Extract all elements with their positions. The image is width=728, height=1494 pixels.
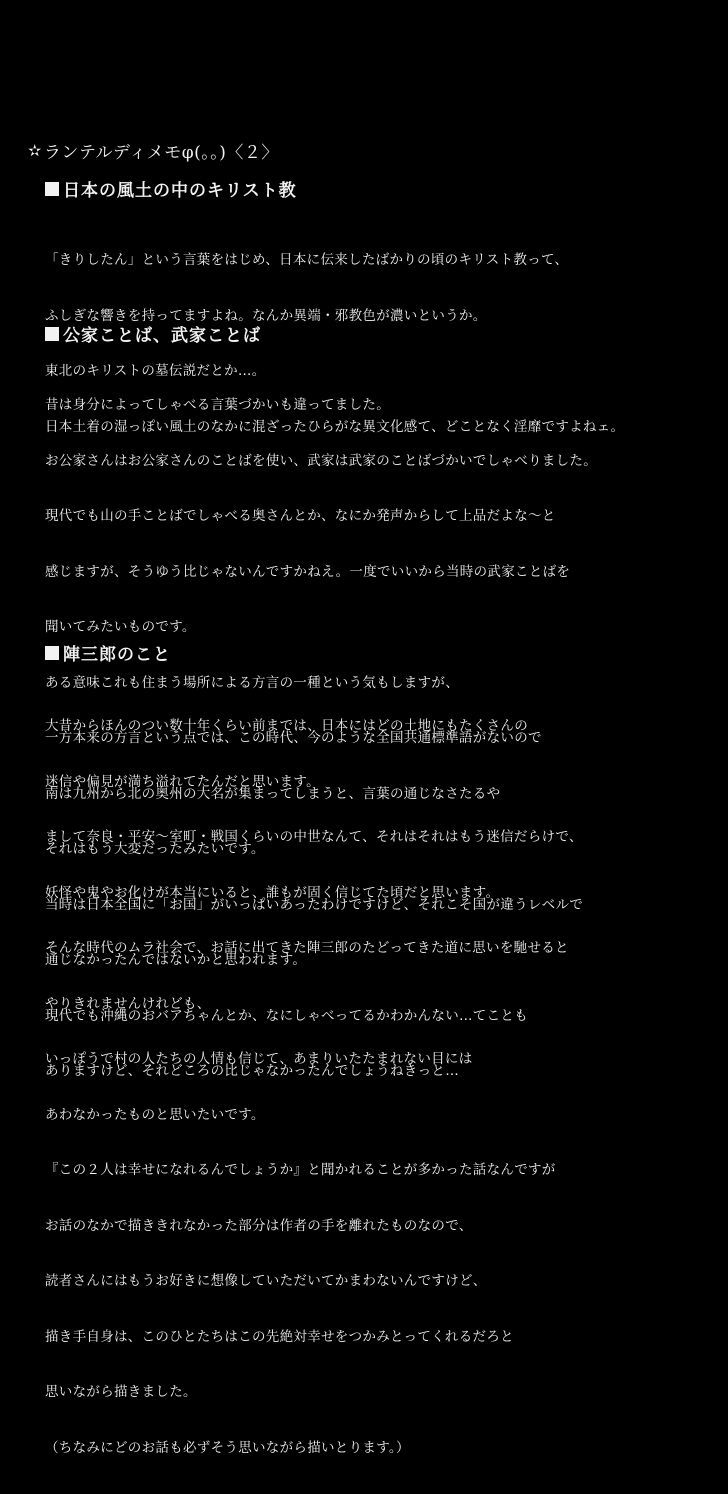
text-line: 聞いてみたいものです。 bbox=[45, 619, 196, 635]
text-line: いっぽうで村の人たちの人情も信じて、あまりいたたまれない目には bbox=[45, 1051, 473, 1067]
section-title-jinzaburo bbox=[45, 640, 171, 665]
text-line: 通じなかったんではないかと思われます。 bbox=[45, 952, 307, 968]
text-line: それはもう大変だったみたいです。 bbox=[45, 841, 265, 857]
text-line: 迷信や偏見が満ち溢れてたんだと思います。 bbox=[45, 773, 320, 790]
text-line: ある意味これも住まう場所による方言の一種という気もしますが、 bbox=[45, 674, 459, 691]
section-title-dialects bbox=[45, 321, 261, 346]
text-line: 当時は日本全国に「お国」がいっぱいあったわけですけど、それこそ国が違うレベルで bbox=[45, 896, 584, 913]
text-line: 読者さんにはもうお好きに想像していただいてかまわないんですけど、 bbox=[45, 1273, 487, 1289]
text-line: 現代でも沖縄のおバアちゃんとか、なにしゃべってるかわかんない…てことも bbox=[45, 1007, 528, 1024]
star-icon: ✫ bbox=[28, 141, 42, 160]
square-bullet-icon bbox=[45, 646, 59, 660]
section-title-text: 陣三郎のこと bbox=[63, 645, 171, 665]
text-line: 思いながら描きました。 bbox=[45, 1384, 197, 1400]
text-line: ふしぎな響きを持ってますよね。なんか異端・邪教色が濃いというか。 bbox=[45, 307, 487, 324]
text-line: 現代でも山の手ことばでしゃべる奥さんとか、なにか発声からして上品だよな～と bbox=[45, 508, 556, 524]
text-line: 南は九州から北の奥州の大名が集まってしまうと、言葉の通じなさたるや bbox=[45, 785, 501, 802]
memo-title: ランテルディメモφ(。。)〈２〉 bbox=[43, 143, 279, 163]
text-line: そんな時代のムラ社会で、お話に出てきた陣三郎のたどってきた道に思いを馳せると bbox=[45, 940, 569, 956]
text-line: まして奈良・平安～室町・戦国くらいの中世なんて、それはそれはもう迷信だらけで、 bbox=[45, 829, 583, 845]
section-title-christianity bbox=[45, 176, 297, 201]
text-line: 東北のキリストの墓伝説だとか…。 bbox=[45, 363, 266, 379]
text-line: お話のなかで描ききれなかった部分は作者の手を離れたものなので、 bbox=[45, 1217, 473, 1234]
text-line: 妖怪や鬼やお化けが本当にいると、誰もが固く信じてた頃だと思います。 bbox=[45, 884, 500, 901]
text-line: 描き手自身は、このひとたちはこの先絶対幸せをつかみとってくれるだろと bbox=[45, 1328, 514, 1345]
text-line: 「きりしたん」という言葉をはじめ、日本に伝来したばかりの頃のキリスト教って、 bbox=[45, 252, 569, 268]
section-title-text: 日本の風土の中のキリスト教 bbox=[63, 181, 297, 201]
text-line: あわなかったものと思いたいです。 bbox=[45, 1106, 265, 1123]
text-line: 感じますが、そうゆう比じゃないんですかねえ。一度でいいから当時の武家ことばを bbox=[45, 563, 571, 580]
text-line: お公家さんはお公家さんのことばを使い、武家は武家のことばづかいでしゃべりました。 bbox=[45, 452, 597, 469]
text-line: 昔は身分によってしゃべる言葉づかいも違ってました。 bbox=[45, 397, 390, 413]
section-title-text: 公家ことば、武家ことば bbox=[63, 326, 261, 346]
text-line: ありますけど、それどころの比じゃなかったんでしょうねきっと… bbox=[45, 1063, 459, 1079]
section-body-jinzaburo bbox=[45, 680, 583, 1494]
memo-header bbox=[28, 138, 279, 163]
text-line: 一方本来の方言という点では、この時代、今のような全国共通標準語がないので bbox=[45, 730, 542, 746]
text-line: 大昔からほんのつい数十年くらい前までは、日本にはどの土地にもたくさんの bbox=[45, 718, 528, 734]
text-line: （ちなみにどのお話も必ずそう思いながら描いとります。） bbox=[45, 1439, 410, 1456]
text-line: 『この２人は幸せになれるんでしょうか』と聞かれることが多かった話なんですが bbox=[45, 1162, 556, 1178]
square-bullet-icon bbox=[45, 182, 59, 196]
text-line: 日本土着の湿っぽい風土のなかに混ざったひらがな異文化感て、どことなく淫靡ですよねェ。 bbox=[45, 418, 625, 435]
text-line: やりきれませんけれども、 bbox=[45, 995, 211, 1012]
square-bullet-icon bbox=[45, 327, 59, 341]
